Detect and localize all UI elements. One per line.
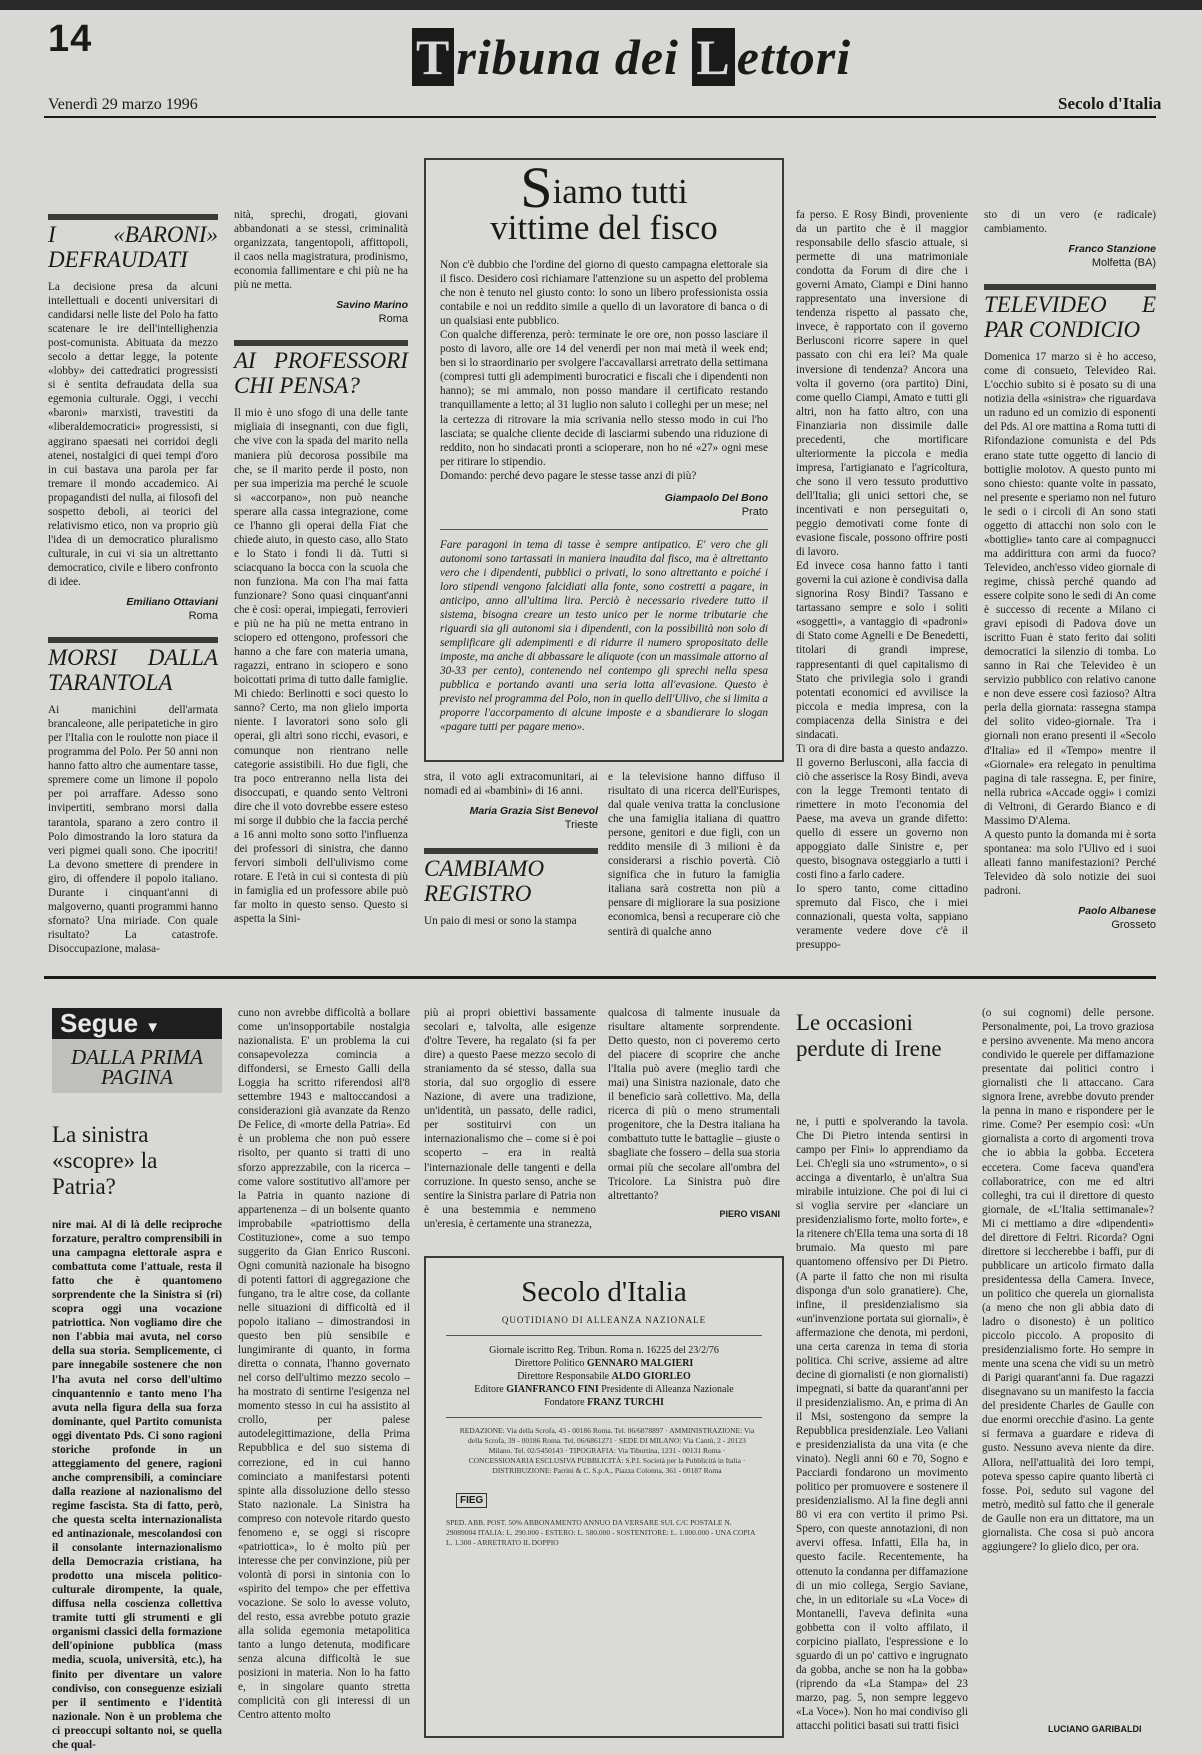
letter-text-registro: Un paio di mesi or sono la stampa bbox=[424, 915, 577, 928]
headline-irene: Le occasioni perdute di Irene bbox=[796, 1010, 942, 1061]
signature-city: Grosseto bbox=[1111, 919, 1156, 932]
article-text: cuno non avrebbe difficoltà a bollare come un'insopportabile nostalgia nazionalista. E' un problema la cui consapevolezza comincia a diffondersi, se Ernesto Galli della Loggia ha scritto riferendosi all'8 settembre 1943 e maltoccandosi a considerazioni già avanzate da Renzo De Felice, di «morte della Patria». Ed è un problema che non può essere risolto, per quanto si tratti di uno sforzo apprezzabile, con la ricerca – come valore sostitutivo all'amore per la Patria in quanto nazione di appartenenza – di un bolsente quanto improbabile «patriottismo della Costituzione», come a suo tempo suggerito da Gian Enrico Rusconi. Ogni comunità nazionale ha bisogno di potenti fattori di aggregazione che fungano, tra le altre cose, da collante nelle situazioni di difficoltà ed il popolo italiano – dimostrandosi in questo ben più sensibile e lungimirante di quanto, in forma diretta o connata, l'hanno governato nel corso dell'ultimo mezzo secolo – ha mostrato di sentirne l'esigenza nel momento stesso in cui ha assistito al crollo, per palese autodelegittimazione, della Prima Repubblica e del suo sistema di correzione, ed in cui hanno cominciato a manifestarsi potenti spinte alla dissoluzione dello stesso Stato nazionale. La Sinistra ha compreso con notevole ritardo questo fenomeno e, se oggi si riscopre «patriottica», lo è molto più per interesse che per convinzione, più per volontà di porsi in sintonia con lo «spirito del tempo» che per effettiva vocazione. Se solo lo avesse voluto, del resto, essa avrebbe potuto grazie alla solida egemonia metapolitica tanto a lungo detenuta, modificare senza alcuna difficoltà le sue posizioni in materia. Non lo ha fatto e, in singolare quanto stretta complicità con gli interessi di un Centro attento molto bbox=[238, 1007, 410, 1722]
boxed-letter-title bbox=[440, 155, 768, 247]
fieg-logo bbox=[456, 1490, 782, 1508]
segue-label bbox=[52, 1008, 222, 1039]
box-divider bbox=[440, 529, 768, 530]
letter-text-registro-p4: Io spero tanto, come cittadino spremuto dal Fisco, che i miei connazionali, questa volta, sappiano veramente vedere dove c'è il presuppo- bbox=[796, 883, 968, 952]
masthead-initial-l: L bbox=[692, 28, 734, 86]
boxed-letter-p2: Con qualche differenza, però: terminate le ore ore, non posso lasciare il posto di lavoro, alle ore 14 del venerdì per non mai metà il week end; ben si lo straordinario per svolgere l'accavallarsi arretrato della settimana (compresi tutti gli adempimenti burocratici e fiscali che i dipendenti non hanno); se mi ammalo, non posso mandare il certificato restando tranquillamente a letto; al 31 luglio non saluto i colleghi per un mese; nel la certezza di ritrovare la mia scrivania nello stesso modo in cui l'ho lasciata; se qualche cliente decide di lasciarmi subendo una riduzione di reddito, non ho sindacati pronti a scioperare, non ho né «27» ogni mese per ritirare lo stipendio. bbox=[440, 329, 768, 468]
label: Fondatore bbox=[544, 1397, 588, 1408]
signature: Emiliano Ottaviani bbox=[126, 596, 218, 609]
masthead-initial-t: T bbox=[412, 28, 454, 86]
article-text: qualcosa di talmente inusuale da risultare altamente sorprendente. Detto questo, non ci poveremo certo del piacere di scoprire che anche l'Italia può avere (meglio tardi che mai) una Sinistra nazionale, dato che il beneficio sarà collettivo. Ma, della ricerca di più o meno strumentali progenitore, che la Destra italiana ha combattuto tutte le battaglie – giuste o sbagliate che fossero – della sua storia ormai più che secolare all'ombra del Tricolore. La Sinistra può dire altrettanto? bbox=[608, 1007, 780, 1202]
credits-subscription: SPED. ABB. POST. 50% ABBONAMENTO ANNUO DA VERSARE SUL C/C POSTALE N. 29089004 ITALIA: L. 290.000 - ESTERO: L. 580.000 - SOSTENITORE: L. 1.000.000 - UNA COPIA L. 1.300 - ARRETRATO IL DOPPIO bbox=[446, 1518, 756, 1547]
name: GENNARO MALGIERI bbox=[586, 1358, 694, 1369]
letter-text-registro-p3: Ti ora di dire basta a questo andazzo. Il governo Berlusconi, alla faccia di ciò che asserisce la Rosy Bindi, aveva con la legge Tremonti tentato di rimettere in moto l'economia del Paese, ma aveva un grande difetto: quello di essere un governo non appoggiato dalle Sinistre e, per questo, bisognava osteggiarlo a tutti i costi fino a farlo cadere. bbox=[796, 742, 968, 882]
name: FRANZ TURCHI bbox=[587, 1397, 664, 1408]
fieg-mark: FIEG bbox=[456, 1493, 487, 1508]
boxed-letter bbox=[424, 155, 784, 762]
letter-headline-professori: AI PROFESSORI CHI PENSA? bbox=[234, 340, 408, 398]
label: Direttore Politico bbox=[514, 1358, 587, 1369]
letter-text-registro-p2: Ed invece cosa hanno fatto i tanti governi la cui azione è condivisa dalla signorina Rosy Bindi? Tassano e tartassano sempre e solo i soliti «soggetti», a vantaggio di «padroni» di Stato come Agnelli e De Benedetti, titolari di grandi imprese, rappresentanti di quel capitalismo di Stato che privilegia solo i grandi potentati economici ed avvilisce la piccola e media impresa, con la compiacenza della Sinistra e dei sindacati. bbox=[796, 560, 968, 741]
credits-title: Secolo d'Italia bbox=[521, 1276, 687, 1308]
letter-text-professori: Il mio è uno sfogo di una delle tante migliaia di insegnanti, con due figli, che vive con la spada del marito nella maniera più decorosa possibile ma che, se il marito perde il posto, non per sua imperizia ma perché le scuole si «accorpano», non può neanche sperare alla cassa integrazione, come ce l'hanno gli operai della Fiat che chiede aiuto, in questo caso, allo Stato e lo Stato i fondi li dà. Tutti si sciacquano la bocca con la scuola che non funziona. Ma con l'ha mai fatta funzionare? Sono quasi cinquant'anni che è così: operai, impiegati, ferrovieri e più ne ha più ne metta entrano in sciopero ed ottengono, professori che hanno a che fare con materia umana, ragazzi, entrano in sciopero e sono boicottati prima di tutto dalle famiglie. Mi chiedo: Berlinotti e soci questo lo sanno? Certo, ma non glielo importa niente. I lavoratori sono solo gli operai, gli altri sono ricchi, evasori, e comunque non rientrano nelle categorie assistibili. Ho due figli, che tra poco entreranno nella lista dei disoccupati, e quando sento Veltroni dire che il voto dovrebbe essere esteso mi sorge il dubbio che la faccia perché a 16 anni molto sono sotto l'influenza dei professori di sinistra, che danno fervori simboli dell'ulivismo come rotare. E l'età in cui si contesta di più in famiglia ed un professore abile può far molto in questo senso. Questo si aspetta la Sini- bbox=[234, 407, 408, 926]
label: Direttore Responsabile bbox=[517, 1371, 612, 1382]
page-number: 14 bbox=[48, 18, 93, 60]
article-text: più ai propri obiettivi bassamente secolari e, talvolta, alle esigenze d'oltre Tevere, ha regalato (si fa per dire) a questo Paese mezzo secolo di straniamento da sé stesso, dalla sua storia, dal suo orgoglio di essere Nazione, di avere una tradizione, un'identità, un passato, delle radici, per sostituirvi con un internazionalismo che – come si è poi scoperto – era in realtà l'internazionale delle tangenti e della corruzione. In questo senso, anche se sentire la Sinistra parlare di Patria non è una bestemmia e nemmeno un'eresia, è certamente una stranezza, bbox=[424, 1007, 596, 1230]
header-rule bbox=[44, 116, 1156, 118]
letter-text-televideo: Domenica 17 marzo si è ho acceso, come di consueto, Televideo Rai. L'occhio subito si è posato su di una notizia della «sinistra» che riguardava un raduno ed un comizio di esponenti del Pds. Al ore mattina a Roma tutti di Rifondazione comunista e del Pds erano state tutte oggetto di lancio di bottiglie molotov. A questo punto mi sono chiesto: quante volte in passato, nel presente e speriamo non nel futuro le sedi o i circoli di An sono stati oggetto di attacchi non solo con le «bottiglie» tanto care ai compagnucci ma addirittura con armi da fuoco? Televideo, anch'esso video giornale di regime, chissà perché quando ad essere colpite sono le sedi di An come è successo di recente a Milano ci gravi episodi di Padova dove un iscritto Fuan è stato ferito dai soliti democratici la silenzio di tomba. Lo sanno in Rai che Televideo è un servizio pubblico con relativo canone e non deve essere così fazioso? Altra perla della giornata: rassegna stampa del solito video-giornale. Tra i giornali non erano presenti il «Secolo d'Italia» ed il «Tempo» mentre il «Giornale» era relegato in penultima pagina di tale rassegna. E, per finire, nella rubrica «Accade oggi» i comizi di Veltroni, di Gerardo Bianco e di Massimo D'Alema. bbox=[984, 351, 1156, 827]
boxed-letter-p3: Domando: perché devo pagare le stesse tasse anzi di più? bbox=[440, 469, 697, 482]
letter-headline-morsi: MORSI DALLA TARANTOLA bbox=[48, 637, 218, 695]
role: Presidente di Alleanza Nazionale bbox=[598, 1384, 734, 1395]
signature-city: Roma bbox=[378, 313, 408, 326]
signature-city: Prato bbox=[741, 505, 768, 518]
masthead-text-1: ribuna dei bbox=[456, 29, 693, 85]
credits-founder bbox=[426, 1396, 782, 1409]
signature: Paolo Albanese bbox=[1078, 905, 1156, 918]
lower-column-2 bbox=[238, 1006, 410, 1738]
down-triangle-icon: ▼ bbox=[145, 1019, 161, 1036]
signature: Franco Stanzione bbox=[1068, 243, 1156, 256]
letter-text-baroni: La decisione presa da alcuni intellettuali e docenti universitari di candidarsi nelle liste del Polo ha fatto scatenare le ire dell'intellighenzia post-comunista. Abituata da mezzo secolo a dettar legge, la potente «lobby» dei cattedratici progressisti si è sentita defraudata della sua egemonia culturale. Oggi, i vecchi «baroni» marxisti, travestiti da «liberaldemocratici» progressisti, si aggirano spaesati nei corridoi degli atenei, nostalgici di quei tempi d'oro in cui bastava una parola per far tremare il mondo accademico. Ai propagandisti del nulla, ai filosofi del sospetto deboli, ai teorici del relativismo etico, non va proprio giù l'idea di un democratico pluralismo culturale, in cui vi sia un altrettanto democratico, civile e libero confronto di idee. bbox=[48, 281, 218, 588]
signature: PIERO VISANI bbox=[719, 1208, 780, 1219]
letter-headline-registro: CAMBIAMO REGISTRO bbox=[424, 848, 598, 906]
name: ALDO GIORLEO bbox=[611, 1371, 691, 1382]
credits-divider bbox=[446, 1335, 762, 1336]
signature-city: Molfetta (BA) bbox=[1091, 257, 1156, 270]
article-text-irene-continued: (o sui cognomi) delle persone. Personalmente, poi, La trovo graziosa e persino avvenente. Ma meno ancora condivido le querele per diffamazione presentate dai politici contro i giornalisti che li attaccano. Cara signora Irene, avrebbe dovuto prender la penna in mano e rispondere per le rime. Come? Per esempio così: «Un giornalista a corto di argomenti trova che io abbia la gobba. Eccetera eccetera. Come faceva quand'era collaboratrice, con me ed altri colleghi, tra cui il direttore di questo giornale, de «L'Italia settimanale»? Mi ci mettiamo a dire «dipendenti» del direttore di Feltri. Ricorda? Ogni direttore si leccherebbe i baffi, pur di pubblicare un articolo firmato dalla presidentessa della Camera. Invece, un politico che querela un giornalista (a meno che non gli abbia dato di ladro o disonesto) è un politico piccolo piccolo. A proposito di presidenzialismo forte. Ho sempre in mente una scena che vidi su un metrò di Parigi quarant'anni fa. Due ragazzi disegnavano su un manifesto la faccia del presidente Charles de Gaulle con due enormi orecchie d'asino. La gente si fermava a guardare e rideva di gusto. Nessuno aveva niente da dire. Allora, nell'attualità dei loro tempi, poteva spesso capire quanto libertà ci fosse. Poi, seduto sul vagone del metrò, meditò sul fatto che il generale de Gaulle non era un dittatore, ma un giornalista. Che cosa si può ancora aggiungere? Io glielo dico, per ora. bbox=[982, 1007, 1154, 1553]
lower-column-4 bbox=[608, 1006, 780, 1246]
name: GIANFRANCO FINI bbox=[506, 1384, 599, 1395]
column-3-bottom bbox=[424, 770, 598, 960]
credits-box bbox=[424, 1256, 784, 1738]
section-masthead bbox=[412, 28, 851, 86]
signature-city: Trieste bbox=[564, 819, 598, 832]
editorial-reply: Fare paragoni in tema di tasse è sempre antipatico. E' vero che gli autonomi sono tartassati in maniera inaudita dal fisco, ma è altrettanto vero che i dipendenti, pubblici o privati, lo sono altrettanto e poiché i loro stipendi vengono falcidiati alla fonte, sono costretti a pagare, in anticipo, anno all'ultima lira. Perciò è necessario rivedere tutto il sistema, bisogna creare un testo unico per le norme tributarie che riguardi sia gli autonomi sia i dipendenti, con la possibilità non solo di semplificare gli adempimenti e di ridurre il numero spropositato delle imposte, ma anche di abbassare le aliquote (con un massimale attorno al 30-33 per cento), contenendo nel contempo gli sprechi nella spesa pubblica e portando avanti una seria lotta all'evasione. Questo è previsto nel programma del Polo, non in quello dell'Ulivo, che si limita a proporre l'accorpamento di alcune imposte e a sbandierare lo slogan «pagare tutti per pagare meno». bbox=[440, 538, 768, 734]
lower-column-3 bbox=[424, 1006, 596, 1246]
top-bar bbox=[0, 0, 1202, 10]
column-2 bbox=[234, 208, 408, 959]
lower-column-5 bbox=[796, 1115, 968, 1740]
column-1 bbox=[48, 214, 218, 959]
headline-sinistra: La sinistra «scopre» la Patria? bbox=[52, 1122, 158, 1199]
credits-responsible bbox=[426, 1370, 782, 1383]
letter-headline-baroni: I «BARONI» DEFRAUDATI bbox=[48, 214, 218, 272]
signature: Maria Grazia Sist Benevol bbox=[469, 805, 598, 818]
signature: LUCIANO GARIBALDI bbox=[1048, 1724, 1142, 1734]
boxed-letter-body bbox=[440, 258, 768, 519]
column-5 bbox=[796, 208, 968, 960]
segue-text: Segue bbox=[60, 1008, 139, 1038]
article-text: nire mai. Al di là delle reciproche forzature, peraltro comprensibili in una campagna elettorale aspra e combattuta come l'attuale, resta il fatto che è quantomeno sorprendente che la Sinistra si (ri) scopra oggi una vocazione patriottica. Non vogliamo dire che non l'abbia mai avuta, nel corso della sua storia. Semplicemente, ci pare innegabile sostenere che non l'ha avuta nel corso dell'ultimo cinquantennio e tanto meno l'ha avuta nella figura della sua forza dominante, quel Partito comunista oggi diventato Pds. Ci sono ragioni storiche profonde in un atteggiamento del genere, ragioni anche comprensibili, a cominciare dalla reazione al nazionalismo del regime fascista. Sta di fatto, però, che questa scelta internazionalista ed antinazionale, mescolandosi con il consolante internazionalismo della Democrazia cristiana, ha prodotto una miscela politico-culturale dirompente, la quale, diffusa nella coscienza collettiva tramite tutti gli strumenti e gli organismi classici della formazione dell'opinione pubblica (mass media, scuola, università, etc.), ha finito per diventare un valore condiviso, con conseguenze esiziali per il sentimento e l'identità nazionale. Non è un problema che ci preoccupi soltanto noi, se quella che qual- bbox=[52, 1219, 222, 1751]
credits-addresses: REDAZIONE: Via della Scrofa, 43 - 00186 Roma. Tel. 06/6878897 · AMMINISTRAZIONE: Via della Scrofa, 39 - 00186 Roma. Tel. 06/6861271 · SEDE DI MILANO: Via Cantù, 2 - 20123 Milano. Tel. 02/5450143 · TIPOGRAFIA: Via Tiburtina, 1231 - 00131 Roma · CONCESSIONARIA ESCLUSIVA PUBBLICITÀ: S.P.I. Società per la Pubblicità in Italia · DISTRIBUZIONE: Parrini & C. S.p.A., Piazza Colonna, 361 - 00187 Roma bbox=[459, 1426, 755, 1475]
letter-text-continuation: nità, sprechi, drogati, giovani abbandonati a se stessi, criminalità organizzata, tangentopoli, affittopoli, il caos nella magistratura, prodinismo, economia fallimentare e chi più ne ha più ne metta. bbox=[234, 209, 408, 292]
signature: Giampaolo Del Bono bbox=[664, 491, 768, 504]
signature-city: Roma bbox=[188, 610, 218, 623]
section-rule bbox=[44, 976, 1156, 979]
signature: Savino Marino bbox=[336, 299, 408, 312]
masthead-text-2: ettori bbox=[736, 29, 852, 85]
credits-editor bbox=[426, 1383, 782, 1396]
letter-text-registro-cont: e la televisione hanno diffuso il risultato di una ricerca dell'Eurispes, dal quale veniva tratta la conclusione che una famiglia italiana di quattro persone, genitori e due figli, con un reddito mensile di 3 milioni è da considerarsi a rischio povertà. Ciò significa che in futuro la famiglia italiana sarà costretta non più a pensare di migliorare la sua posizione economica, bensì a recuperare ciò che sentirà di qualche anno bbox=[608, 771, 780, 938]
letter-text-registro-p1: fa perso. E Rosy Bindi, proveniente da un partito che è il maggior responsabile dello sfascio attuale, si permette di una matrimoniale condotta da Forum di dire che i governi Amato, Ciampi e Dini hanno rappresentato una inversione di tendenza rispetto al passato che, invece, è rapportato con il governo Berlusconi ricorre sapere in quel passato con chi era lei? Ma quale inversione di tendenza? Ancora una volta il governo (ora partito) Dini, come quello Ciampi, Amato e tutti gli altri, non ha fatto altro, con una Finanziaria non dissimile dalle precedenti, che mortificare ulteriormente la piccola e media impresa, l'artigianato e l'agricoltura, che sono il vero tessuto produttivo dell'Italia; gli unici settori che, se incentivati e non perseguitati o, peggio demotivati come fonte di evasione fiscale, possono offrire posti di lavoro. bbox=[796, 209, 968, 559]
dalla-prima-pagina: DALLA PRIMA PAGINA bbox=[52, 1039, 222, 1093]
article-text-irene: ne, i putti e spolverando la tavola. Che Di Pietro intenda sentirsi in campo per Fini» lo apprendiamo da Lei. Ch'egli sia uno «strumento», o si accinga a diventarlo, è un'altra Sua mirabile intuizione. Che poi di lui ci si voglia servire per «lanciare un presidenzialismo forte, molto forte», e la ritenere ch'Ella tema una sorta di 18 brumaio. Ma questo mi pare quantomeno offensivo per Di Pietro. (A parte il fatto che non mi risulta disponga d'un solo granatiere). Che, infine, il presidenzialismo sia «un'invenzione portata sui giornali», è affermazione che denota, mi perdoni, una certa carenza in tema di storia politica. Chi scrive, assieme ad altre decine di giornalisti (e non giornalisti) impegnati, si batte da quarant'anni per il presidenzialismo. An, e prima di An il Msi, sostengono da sempre la Repubblica presidenziale. Leo Valiani e presidenzialista da una vita (e che vinato). Negli anni 60 e 70, Sogno e Pacciardi fondarono un movimento politico per promuovere e sostenere il presidenzialismo. Al la fine degli anni 80 vi era con vertito il primo Psi. Spero, con queste annotazioni, di non avervi offesa. Infatti, Ella ha, in questo facile. Recentemente, ha ottenuto la condanna per diffamazione di un mio collega, Sergio Saviane, che, in un editoriale su «La Voce» di Montanelli, l'aveva definita «una gobbetta con il volto affilato, il corpicino piallato, l'espressione e lo sguardo di un po' cattivo e ingrugnato da gobba, anche se non ha la gobba» (riprendo da «La Stampa» del 23 marzo, pag. 5, non sempre leggevo «La Voce»). Non ho mai condiviso gli attacchi politici basati sui tratti fisici bbox=[796, 1116, 968, 1733]
title-line-1: iamo tutti bbox=[552, 172, 688, 211]
letter-headline-televideo: TELEVIDEO E PAR CONDICIO bbox=[984, 284, 1156, 342]
title-line-2: vittime del fisco bbox=[490, 208, 718, 247]
label: Editore bbox=[474, 1384, 507, 1395]
column-6 bbox=[984, 208, 1156, 960]
boxed-letter-p1: Non c'è dubbio che l'ordine del giorno di questo campagna elettorale sia il fisco. Desidero così richiamare l'attenzione su un aspetto del problema che non è tenuto nel giusto conto: lo sono un libero professionista ossia contabile e noi un reddito simile a quello di un lavoratore di banca o di un qualsiasi ente pubblico. bbox=[440, 259, 768, 328]
credits-registration: Giornale iscritto Reg. Tribun. Roma n. 16225 del 23/2/76 bbox=[489, 1345, 719, 1356]
letter-text-morsi: Ai manichini dell'armata brancaleone, alle peripatetiche in giro per l'Italia con le roulotte non piace il programma del Polo. Per 50 anni non hanno fatto altro che aumentare tasse, spremere come un limone il popolo per poi arraffare. Adesso sono invipertiti, sembrano morsi dalla tarantola, sparano a zero contro il Polo dimostrando la loro statura da veri pigmei quali sono. Che ipocriti! La devono smettere di prendere in giro, di offendere il popolo italiano. Durante i cinquant'anni di malgoverno, quanti programmi hanno sfornato? Una miriade. Con quale risultato? La catastrofe. Disoccupazione, malasa- bbox=[48, 704, 218, 955]
letter-text-televideo-end: A questo punto la domanda mi è sorta spontanea: ma solo l'Ulivo ed i suoi alleati fanno manifestazioni? Perché Televideo dà solo notizie dei suoi padroni. bbox=[984, 828, 1156, 897]
dateline: Venerdì 29 marzo 1996 bbox=[48, 96, 198, 113]
letter-text-end: sto di un vero (e radicale) cambiamento. bbox=[984, 209, 1156, 236]
paper-name: Secolo d'Italia bbox=[1058, 94, 1162, 113]
segue-block bbox=[52, 1008, 222, 1093]
column-4-bottom bbox=[608, 770, 780, 960]
credits-subtitle: QUOTIDIANO DI ALLEANZA NAZIONALE bbox=[501, 1315, 707, 1325]
title-initial: S bbox=[520, 155, 553, 220]
lower-column-1 bbox=[52, 1218, 222, 1751]
credits-divider bbox=[446, 1417, 762, 1418]
credits-director bbox=[426, 1357, 782, 1370]
letter-text-end: stra, il voto agli extracomunitari, ai nomadi ed ai «bambini» di 16 anni. bbox=[424, 771, 598, 798]
lower-column-6 bbox=[982, 1006, 1154, 1720]
